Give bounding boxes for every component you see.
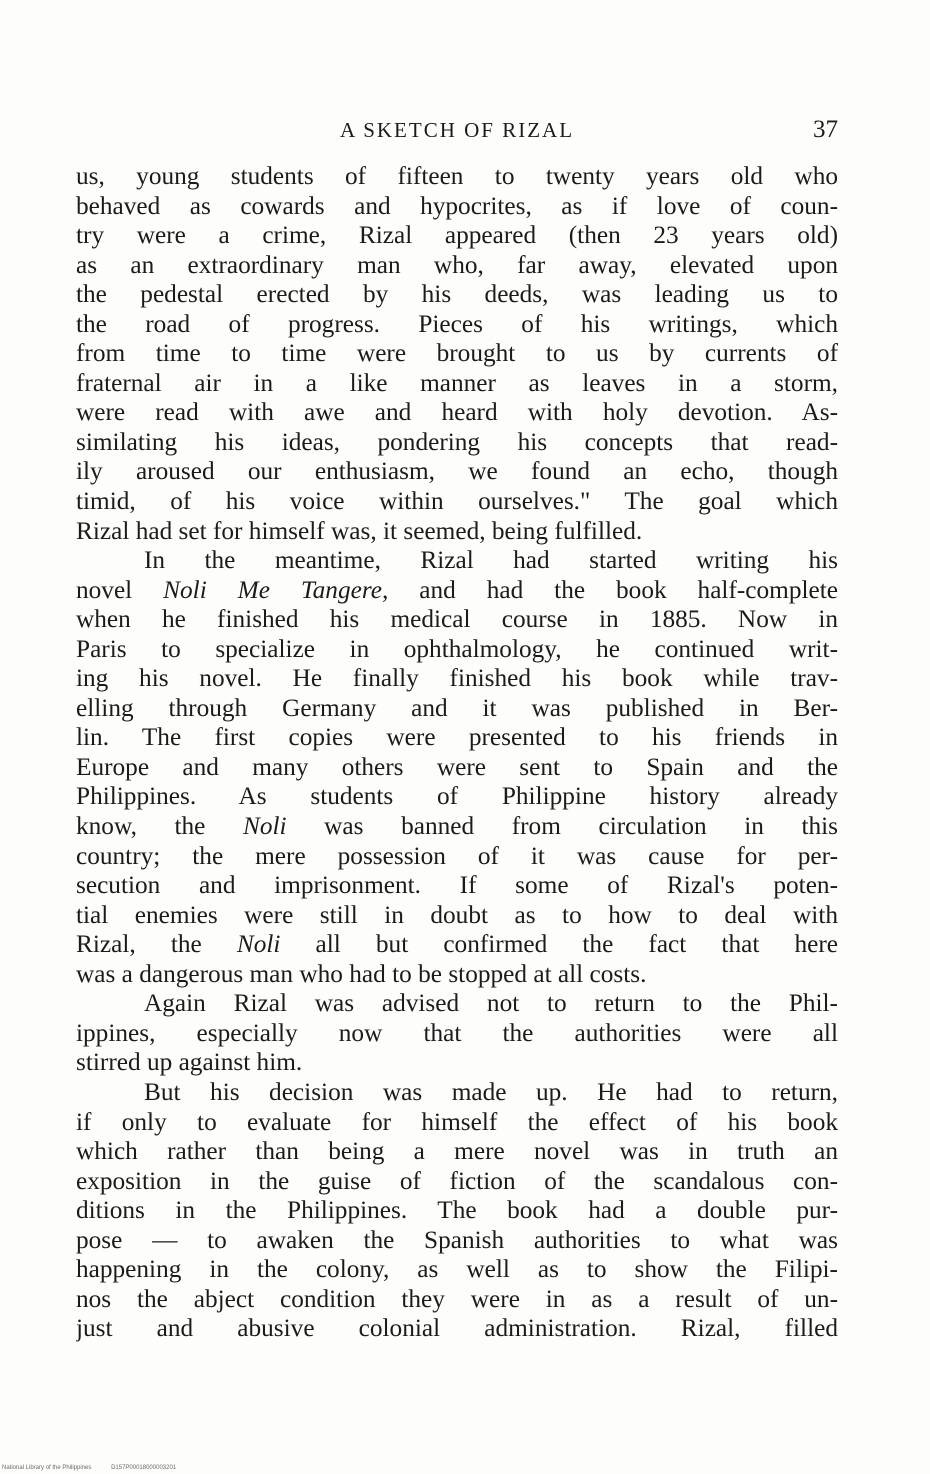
book-title-italic: Noli <box>242 812 287 841</box>
text-line: stirred up against him. <box>76 1048 303 1077</box>
text-line: from time to time were brought to us by currents of <box>76 339 838 368</box>
text-line: ing his novel. He finally finished his book while trav- <box>76 664 838 693</box>
text-line: nos the abject condition they were in as a result of un- <box>76 1284 838 1313</box>
text-fragment: was banned from circulation in this <box>324 812 838 841</box>
text-line: just and abusive colonial administration. Rizal, filled <box>76 1314 838 1343</box>
text-line: tial enemies were still in doubt as to how to deal with <box>76 900 838 929</box>
text-line: behaved as cowards and hypocrites, as if love of coun- <box>76 191 838 220</box>
text-line: which rather than being a mere novel was in truth an <box>76 1137 838 1166</box>
text-line: ditions in the Philippines. The book had a double pur- <box>76 1196 838 1225</box>
text-line: elling through Germany and it was published in Ber- <box>76 693 838 722</box>
text-line: Europe and many others were sent to Spain and the <box>76 752 838 781</box>
text-line: happening in the colony, as well as to show the Filipi- <box>76 1255 838 1284</box>
text-line: fraternal air in a like manner as leaves in a storm, <box>76 368 838 397</box>
text-line: the road of progress. Pieces of his writings, which <box>76 309 838 338</box>
text-line: were read with awe and heard with holy devotion. As- <box>76 398 838 427</box>
page-header <box>76 118 838 152</box>
text-line: was a dangerous man who had to be stopped at all costs. <box>76 959 647 988</box>
text-line: lin. The first copies were presented to his friends in <box>76 723 838 752</box>
text-line: timid, of his voice within ourselves." The goal which <box>76 487 838 516</box>
text-line: us, young students of fifteen to twenty years old who <box>76 162 838 190</box>
scan-footer <box>2 1465 194 1471</box>
page-number: 37 <box>813 116 838 143</box>
text-fragment: Rizal, the <box>76 930 202 959</box>
text-line: the pedestal erected by his deeds, was leading us to <box>76 280 838 309</box>
text-line: if only to evaluate for himself the effect of his book <box>76 1107 838 1136</box>
text-line: exposition in the guise of fiction of the scandalous con- <box>76 1166 838 1195</box>
text-line: Paris to specialize in ophthalmology, he continued writ- <box>76 634 838 663</box>
text-line: In the meantime, Rizal had started writing his <box>144 546 838 575</box>
text-line: Again Rizal was advised not to return to the Phil- <box>144 989 838 1018</box>
text-line <box>76 812 838 842</box>
library-credit: National Library of the Philippines <box>2 1465 92 1471</box>
text-line: But his decision was made up. He had to return, <box>144 1077 838 1106</box>
text-fragment: novel <box>76 575 133 604</box>
text-line: Rizal had set for himself was, it seemed, being fulfilled. <box>76 516 643 545</box>
text-line: pose — to awaken the Spanish authorities to what was <box>76 1225 838 1254</box>
text-fragment: and had the book half-complete <box>419 575 838 604</box>
text-line <box>76 930 838 960</box>
text-line: secution and imprisonment. If some of Rizal's poten- <box>76 871 838 900</box>
text-line: try were a crime, Rizal appeared (then 23 years old) <box>76 221 838 250</box>
text-line: Philippines. As students of Philippine history already <box>76 782 838 811</box>
text-line: country; the mere possession of it was cause for per- <box>76 841 838 870</box>
text-line: ippines, especially now that the authorities were all <box>76 1018 838 1047</box>
item-identifier: D157P00018000003201 <box>111 1465 177 1471</box>
text-line: when he finished his medical course in 1885. Now in <box>76 605 838 634</box>
text-line: similating his ideas, pondering his concepts that read- <box>76 427 838 456</box>
body-text <box>76 162 838 1344</box>
text-line <box>76 576 838 606</box>
running-head: A SKETCH OF RIZAL <box>339 118 575 142</box>
text-fragment: know, the <box>76 812 206 841</box>
book-title-italic: Noli Me Tangere, <box>163 575 389 604</box>
text-fragment: all but confirmed the fact that here <box>315 930 838 959</box>
text-line: as an extraordinary man who, far away, elevated upon <box>76 250 838 279</box>
text-line: ily aroused our enthusiasm, we found an echo, though <box>76 457 838 486</box>
book-title-italic: Noli <box>236 930 281 959</box>
